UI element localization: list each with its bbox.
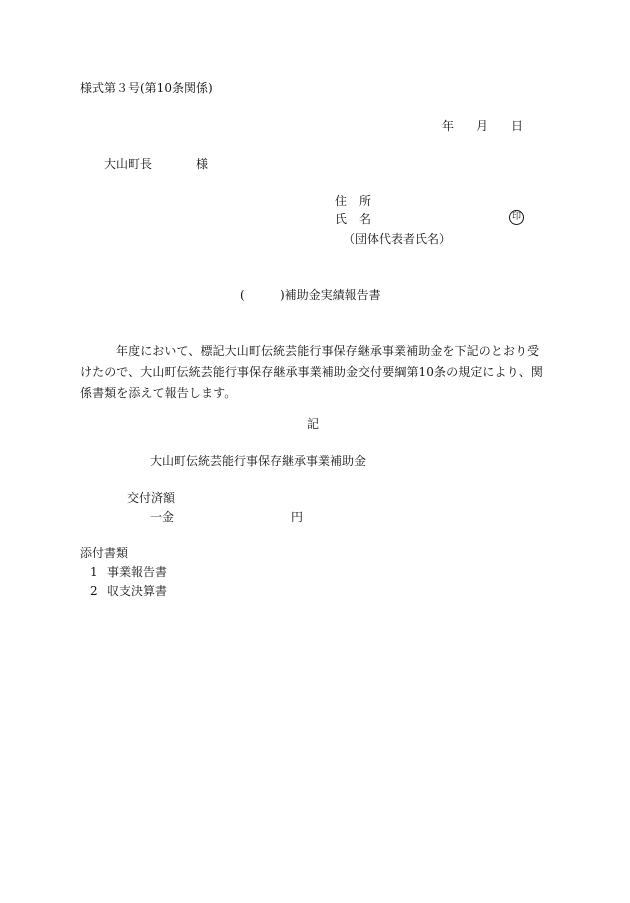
attachment-item-number: 2 [90, 584, 98, 598]
amount-prefix: 一金 [150, 510, 175, 524]
date-day-label: 日 [511, 119, 524, 133]
granted-amount-label: 交付済額 [127, 491, 176, 505]
document-title: )補助金実績報告書 [280, 288, 381, 302]
amount-unit: 円 [291, 510, 304, 524]
seal-mark: 印 [509, 210, 524, 225]
report-body-paragraph: 年度において、標記大山町伝統芸能行事保存継承事業補助金を下記のとおり受けたので、大山町伝統芸能行事保存継承事業補助金交付要綱第10条の規定により、関係書類を添えて報告します。 [80, 344, 543, 400]
attachments-heading: 添付書類 [80, 546, 129, 560]
addressee-name: 大山町長 [104, 157, 153, 171]
date-year-label: 年 [442, 119, 455, 133]
ki-heading: 記 [307, 417, 320, 431]
subsidy-name: 大山町伝統芸能行事保存継承事業補助金 [150, 454, 367, 468]
group-representative-note: （団体代表者氏名） [343, 232, 452, 246]
address-label: 住 所 [335, 194, 372, 208]
date-month-label: 月 [476, 119, 489, 133]
attachment-item-label: 収支決算書 [107, 584, 168, 598]
attachment-item-label: 事業報告書 [107, 565, 168, 579]
name-label: 氏 名 [335, 212, 372, 226]
title-open-paren: ( [240, 288, 245, 302]
addressee-honorific: 様 [196, 157, 209, 171]
attachment-item-number: 1 [90, 565, 98, 579]
form-number: 様式第３号(第10条関係) [80, 81, 213, 95]
